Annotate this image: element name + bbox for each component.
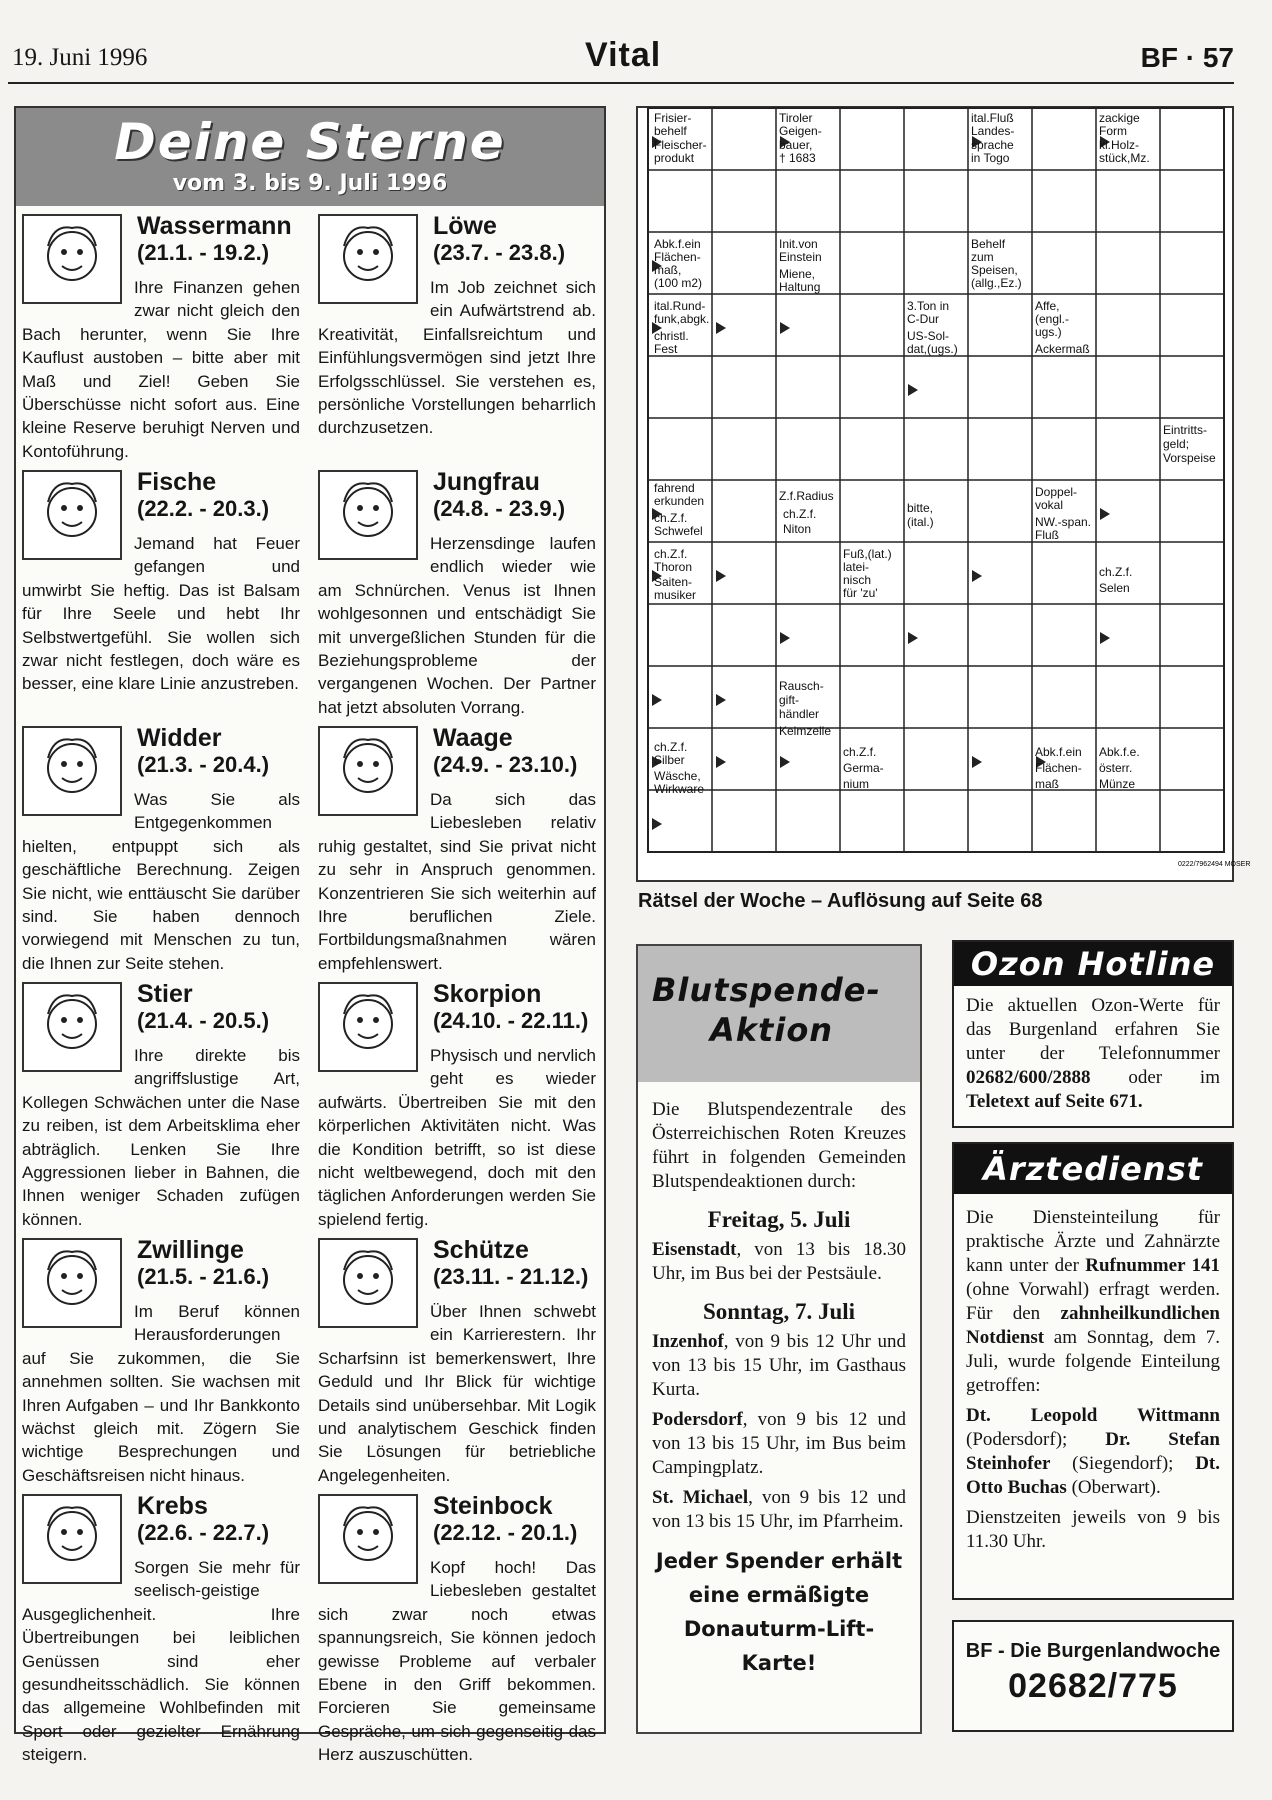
sign-text: Kopf hoch! Das Liebesleben gestaltet sich zwar noch etwas spannungsreich, Sie können jedoch gewisse Probleme auf verbaler Ebene in den Griff bekommen. Forcieren Sie gemeinsame Gespräche, um sich gegenseitig das Herz auszuschütten.	[318, 1558, 596, 1765]
clue: Schwefel	[654, 524, 703, 538]
horoscope-title: Deine Sterne	[114, 113, 506, 171]
clue: Init.von	[779, 237, 818, 251]
clue: stück,Mz.	[1099, 151, 1150, 165]
gemini-icon	[22, 1238, 122, 1328]
arrow-icon	[1100, 632, 1110, 644]
arrow-icon	[652, 818, 662, 830]
sagittarius-icon	[318, 1238, 418, 1328]
sign-name: Wassermann	[137, 212, 292, 240]
clue: nium	[843, 777, 870, 791]
clue: nisch	[843, 573, 872, 587]
clue: Behelf	[971, 237, 1006, 251]
horoscope-sign	[22, 726, 300, 974]
publisher-contact-box	[952, 1620, 1234, 1732]
horoscope-column-right	[318, 206, 596, 1765]
sign-text: Ihre direkte bis angriffslustige Art, Kollegen Schwächen unter die Nase zu reiben, ist dem Arbeitsklima eher abträglich. Lenken Sie Ihre Aggressionen lieber in Bahnen, die Ihnen weniger Schaden zufügen können.	[22, 1046, 300, 1229]
arrow-icon	[652, 694, 662, 706]
sign-text: Da sich das Liebesleben relativ ruhig gestaltet, sind Sie privat nicht zu sehr in Anspruch genommen. Konzentrieren Sie sich weiterhin auf Ihre beruflichen Ziele. Fortbildungsmaßnahmen wären empfehlenswert.	[318, 790, 596, 973]
horoscope-sign	[318, 982, 596, 1230]
clue: bitte,	[907, 501, 934, 515]
clue: vokal	[1035, 498, 1064, 512]
clue: C-Dur	[907, 312, 939, 326]
clue: ch.Z.f.	[1099, 565, 1133, 579]
aries-icon	[22, 726, 122, 816]
capricorn-icon	[318, 1494, 418, 1584]
clue: Haltung	[779, 280, 821, 294]
clue: ch.Z.f.	[654, 740, 688, 754]
clue: sprache	[971, 138, 1014, 152]
clue: Selen	[1099, 581, 1130, 595]
clue: Tiroler	[779, 111, 813, 125]
teletext-page: Teletext auf Seite 671.	[966, 1091, 1143, 1112]
section-title: Vital	[585, 36, 662, 74]
clue: Rausch-	[779, 679, 824, 693]
sign-dates: (24.10. - 22.11.)	[433, 1008, 589, 1033]
clue: Einstein	[779, 250, 822, 264]
sign-name: Löwe	[433, 212, 497, 240]
arrow-icon	[716, 322, 726, 334]
clue: Silber	[654, 753, 685, 767]
clue: produkt	[654, 151, 695, 165]
sign-name: Jungfrau	[433, 468, 540, 496]
clue: † 1683	[779, 151, 816, 165]
horoscope-box	[14, 106, 606, 1765]
sign-dates: (22.2. - 20.3.)	[137, 496, 270, 521]
sign-text: Im Job zeichnet sich ein Aufwärtstrend ab. Kreativität, Einfallsreichtum und Einfühlungsvermögen sind jetzt Ihre Erfolgsschlüssel. Sie verstehen es, persönliche Vorstellungen beharrlich durchzusetzen.	[318, 278, 596, 438]
clue: Speisen,	[971, 263, 1018, 277]
arrow-icon	[972, 570, 982, 582]
clue: Z.f.Radius	[779, 489, 834, 503]
arrow-icon	[780, 756, 790, 768]
clue: fahrend	[654, 481, 695, 495]
ozone-hotline-text: Die aktuellen Ozon-Werte für das Burgenland erfahren Sie unter der Telefonnummer 02682/600/2888 oder im Teletext auf Seite 671.	[966, 995, 1220, 1112]
sign-name: Steinbock	[433, 1492, 553, 1520]
clue: Wäsche,	[654, 769, 701, 783]
clue: Germa-	[843, 761, 884, 775]
blood-donation-promo: Jeder Spender erhält eine ermäßigte Donauturm-Lift-Karte!	[655, 1549, 903, 1675]
publisher-phone: 02682/775	[1008, 1667, 1178, 1705]
doctors-service-box	[952, 1142, 1234, 1600]
crossword-grid	[648, 108, 1251, 884]
clue: Fluß	[1035, 528, 1059, 542]
clue: in Togo	[971, 151, 1010, 165]
clue: Form	[1099, 124, 1127, 138]
sign-name: Krebs	[137, 1492, 208, 1520]
blood-donation-entry: Inzenhof, von 9 bis 12 Uhr und von 13 bis 15 Uhr, im Gasthaus Kurta.	[652, 1331, 906, 1400]
doctors-list: Dt. Leopold Wittmann (Podersdorf); Dr. Stefan Steinhofer (Siegendorf); Dt. Otto Buchas (Oberwart).	[966, 1405, 1220, 1498]
aquarius-icon	[22, 214, 122, 304]
arrow-icon	[780, 322, 790, 334]
sign-name: Waage	[433, 724, 513, 752]
crossword-puzzle	[636, 106, 1251, 882]
sign-text: Über Ihnen schwebt ein Karrierestern. Ihr Scharfsinn ist bemerkenswert, Ihre Geduld und Ihr Blick für wichtige Details sind unübersehbar. Mit Logik und analytischem Geschick finden Sie Lösungen für betriebliche Angelegenheiten.	[318, 1302, 596, 1485]
clue: ital.Rund-	[654, 299, 706, 313]
clue: (100 m2)	[654, 276, 703, 290]
clue: maß,	[654, 263, 682, 277]
sign-dates: (21.5. - 21.6.)	[137, 1264, 270, 1289]
clue: Flächen-	[1035, 761, 1082, 775]
clue: musiker	[654, 588, 697, 602]
clue: ugs.)	[1035, 325, 1062, 339]
arrow-icon	[908, 632, 918, 644]
crossword-code: 0222/7962494 MOSER	[1178, 861, 1251, 868]
arrow-icon	[716, 694, 726, 706]
clue: christl.	[654, 329, 689, 343]
doctors-service-intro: Die Diensteinteilung für praktische Ärzte und Zahnärzte kann unter der Rufnummer 141 (ohne Vorwahl) erfragt werden. Für den zahnheilkundlichen Notdienst am Sonntag, dem 7. Juli, wurde folgende Einteilung getroffen:	[966, 1207, 1220, 1396]
clue: Niton	[783, 522, 812, 536]
clue: US-Sol-	[907, 329, 950, 343]
crossword-caption: Rätsel der Woche – Auflösung auf Seite 68	[638, 890, 1043, 912]
clue: Fuß,(lat.)	[843, 547, 892, 561]
clue: funk,abgk.	[654, 312, 710, 326]
blood-donation-box	[636, 944, 922, 1734]
blood-donation-entry: Eisenstadt, von 13 bis 18.30 Uhr, im Bus bei der Pestsäule.	[652, 1239, 906, 1284]
horoscope-sign	[22, 982, 300, 1230]
sign-dates: (21.3. - 20.4.)	[137, 752, 270, 777]
horoscope-sign	[22, 1238, 300, 1486]
ozone-hotline-box	[952, 940, 1234, 1128]
sign-dates: (24.9. - 23.10.)	[433, 752, 578, 777]
publisher-name: BF - Die Burgenlandwoche	[965, 1640, 1221, 1662]
sign-dates: (23.11. - 21.12.)	[433, 1264, 589, 1289]
clue: Eintritts-	[1163, 423, 1208, 437]
clue: (engl.-	[1035, 312, 1070, 326]
horoscope-banner	[16, 108, 604, 206]
leo-icon	[318, 214, 418, 304]
sign-name: Zwillinge	[137, 1236, 244, 1264]
ozone-phone: 02682/600/2888	[966, 1067, 1091, 1088]
clue: Miene,	[779, 267, 816, 281]
arrow-icon	[716, 570, 726, 582]
horoscope-column-left	[22, 206, 300, 1765]
blood-donation-day: Sonntag, 7. Juli	[702, 1299, 856, 1324]
clue: zum	[971, 250, 994, 264]
clue: (allg.,Ez.)	[971, 276, 1022, 290]
blood-donation-intro: Die Blutspendezentrale des Österreichischen Roten Kreuzes führt in folgenden Gemeinden Blutspendeaktionen durch:	[652, 1099, 906, 1192]
clue: Thoron	[654, 560, 693, 574]
clue: ch.Z.f.	[654, 511, 688, 525]
clue: NW.-span.	[1035, 515, 1092, 529]
header-rule	[8, 82, 1234, 84]
clue: Abk.f.ein	[1035, 745, 1082, 759]
clue: Keimzelle	[779, 724, 832, 738]
arrow-icon	[972, 756, 982, 768]
blood-donation-title-line1: Blutspende-	[652, 971, 881, 1009]
clue: Ackermaß	[1035, 342, 1090, 356]
horoscope-sign	[318, 726, 596, 974]
clue: Saiten-	[654, 575, 693, 589]
clue: Vorspeise	[1163, 451, 1216, 465]
sign-text: Ihre Finanzen gehen zwar nicht gleich den Bach herunter, wenn Sie Ihre Kauflust austoben – bitte aber mit Maß und Ziel! Geben Sie Überschüsse nicht sofort aus. Eine kleine Reserve beruhigt Nerven und Kontoführung.	[22, 278, 300, 461]
horoscope-sign	[318, 1238, 596, 1486]
horoscope-sign	[318, 1492, 596, 1765]
sign-text: Was Sie als Entgegenkommen hielten, entpuppt sich als geschäftliche Berechnung. Zeigen Sie nicht, wie enttäuscht Sie darüber sind. Sie haben dennoch vorwiegend mit Menschen zu tun, die Ihnen zur Seite stehen.	[22, 790, 300, 973]
clue: 3.Ton in	[907, 299, 950, 313]
sign-dates: (21.4. - 20.5.)	[137, 1008, 270, 1033]
issue-date: 19. Juni 1996	[12, 44, 148, 71]
arrow-icon	[780, 632, 790, 644]
sign-text: Jemand hat Feuer gefangen und umwirbt Sie heftig. Das ist Balsam für Ihre Seele und hebt Ihr Selbstwertgefühl. Sie wollen sich zwar nicht festlegen, doch wäre es besser, eine klare Linie anzustreben.	[22, 534, 300, 694]
service-hours: Dienstzeiten jeweils von 9 bis 11.30 Uhr.	[966, 1507, 1220, 1552]
sign-dates: (24.8. - 23.9.)	[433, 496, 566, 521]
crossword-clues	[654, 111, 1216, 796]
sign-text: Im Beruf können Herausforderungen auf Sie zukommen, die Sie annehmen sollten. Sie wachsen mit Ihren Aufgaben – und Ihr Bankkonto wächst gleich mit. Zögern Sie wichtige Besprechungen und Geschäftsreisen nicht hinaus.	[22, 1302, 300, 1485]
sign-name: Stier	[137, 980, 193, 1008]
clue: Fest	[654, 342, 678, 356]
sign-dates: (23.7. - 23.8.)	[433, 240, 566, 265]
clue: ch.Z.f.	[783, 507, 817, 521]
clue: zackige	[1099, 111, 1140, 125]
clue: behelf	[654, 124, 687, 138]
clue: für 'zu'	[843, 586, 878, 600]
clue: Abk.f.ein	[654, 237, 701, 251]
doctors-service-title: Ärztedienst	[954, 1144, 1232, 1194]
clue: Fleischer-	[654, 138, 707, 152]
pisces-icon	[22, 470, 122, 560]
horoscope-subtitle: vom 3. bis 9. Juli 1996	[172, 171, 448, 196]
horoscope-sign	[318, 214, 596, 462]
page-number: BF · 57	[1140, 42, 1234, 73]
clue: Wirkware	[654, 782, 704, 796]
clue: händler	[779, 707, 820, 721]
clue: latei-	[843, 560, 870, 574]
clue: Frisier-	[654, 111, 692, 125]
page-header	[0, 36, 1272, 86]
blood-donation-title-line2: Aktion	[710, 1011, 834, 1049]
sign-text: Sorgen Sie mehr für seelisch-geistige Ausgeglichenheit. Ihre Übertreibungen bei leiblichen Genüssen sind eher gesundheitsschädlich. Sie können das allgemeine Wohlbefinden mit Sport oder gezielter Ernährung steigern.	[22, 1558, 300, 1765]
blood-donation-entry: St. Michael, von 9 bis 12 und von 13 bis 15 Uhr, im Pfarrheim.	[652, 1487, 906, 1532]
sign-text: Physisch und nervlich geht es wieder aufwärts. Übertreiben Sie mit den körperlichen Aktivitäten nicht. Was die Kondition betrifft, so ist diese nicht weltbewegend, doch mit den täglichen Anforderungen werden Sie spielend fertig.	[318, 1046, 596, 1229]
horoscope-sign	[318, 470, 596, 718]
clue: ch.Z.f.	[843, 745, 877, 759]
sign-name: Schütze	[433, 1236, 529, 1264]
taurus-icon	[22, 982, 122, 1072]
clue: gift-	[779, 693, 800, 707]
clue: maß	[1035, 777, 1059, 791]
sign-name: Skorpion	[433, 980, 542, 1008]
sign-dates: (22.12. - 20.1.)	[433, 1520, 578, 1545]
clue: ch.Z.f.	[654, 547, 688, 561]
clue: dat,(ugs.)	[907, 342, 958, 356]
clue: österr.	[1099, 761, 1133, 775]
clue: Geigen-	[779, 124, 822, 138]
blood-donation-entry: Podersdorf, von 9 bis 12 und von 13 bis 15 Uhr, im Bus beim Campingplatz.	[652, 1409, 906, 1478]
clue: kl.Holz-	[1099, 138, 1140, 152]
clue: (ital.)	[907, 515, 934, 529]
sign-name: Fische	[137, 468, 217, 496]
cancer-icon	[22, 1494, 122, 1584]
sign-text: Herzensdinge laufen endlich wieder wie am Schnürchen. Venus ist Ihnen wohlgesonnen und entschädigt Sie mit unvergeßlichen Stunden für die Beziehungsprobleme der vergangenen Wochen. Der Partner hat jetzt absoluten Vorrang.	[318, 534, 596, 717]
horoscope-sign	[22, 470, 300, 718]
arrow-icon	[908, 384, 918, 396]
horoscope-sign	[22, 214, 300, 462]
horoscope-sign	[22, 1492, 300, 1765]
clue: Affe,	[1035, 299, 1060, 313]
clue: Flächen-	[654, 250, 701, 264]
sign-name: Widder	[137, 724, 222, 752]
clue: geld;	[1163, 437, 1190, 451]
clue: Landes-	[971, 124, 1015, 138]
clue: ital.Fluß	[971, 111, 1014, 125]
arrow-icon	[1100, 508, 1110, 520]
clue: Münze	[1099, 777, 1136, 791]
sign-dates: (22.6. - 22.7.)	[137, 1520, 270, 1545]
clue: erkunden	[654, 494, 705, 508]
clue: Abk.f.e.	[1099, 745, 1140, 759]
clue: bauer,	[779, 138, 813, 152]
ozone-hotline-title: Ozon Hotline	[954, 942, 1232, 986]
virgo-icon	[318, 470, 418, 560]
sign-dates: (21.1. - 19.2.)	[137, 240, 270, 265]
blood-donation-banner	[638, 946, 920, 1082]
libra-icon	[318, 726, 418, 816]
arrow-icon	[716, 756, 726, 768]
scorpio-icon	[318, 982, 418, 1072]
clue: Doppel-	[1035, 485, 1078, 499]
blood-donation-day: Freitag, 5. Juli	[707, 1207, 851, 1232]
